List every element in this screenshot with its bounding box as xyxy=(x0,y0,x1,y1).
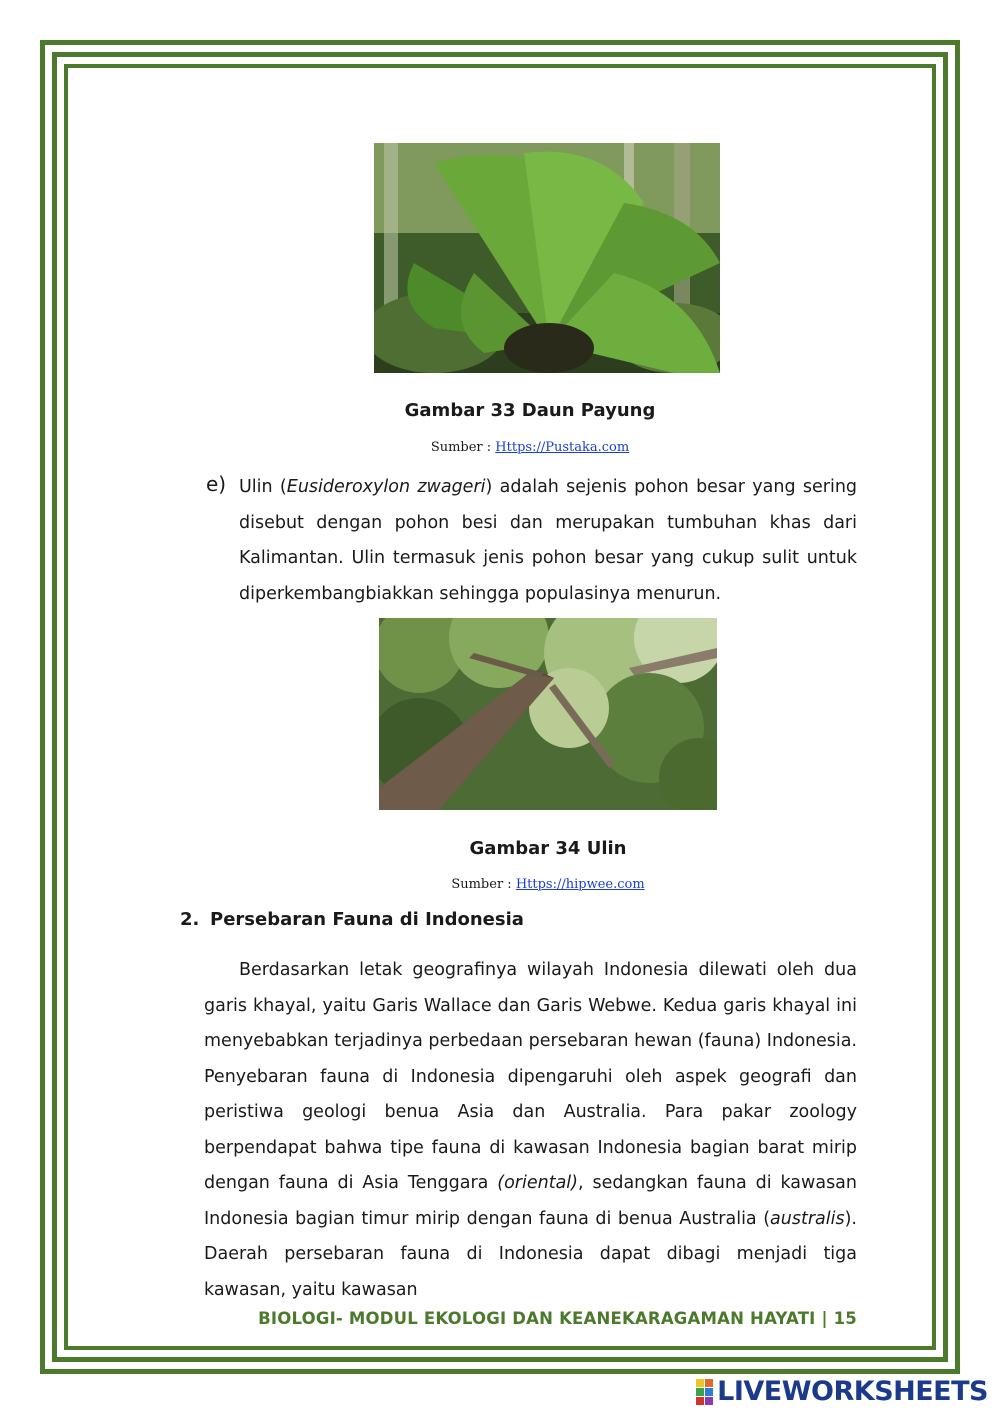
figure-34-source xyxy=(379,877,717,892)
section-heading xyxy=(180,909,524,930)
fauna-paragraph xyxy=(204,953,857,1308)
figure-33-caption: Gambar 33 Daun Payung xyxy=(404,400,656,421)
daun-payung-photo xyxy=(374,143,720,373)
section-title: Persebaran Fauna di Indonesia xyxy=(210,909,524,930)
figure-33-source-link[interactable]: Https://Pustaka.com xyxy=(495,440,630,455)
figure-34-source-link[interactable]: Https://hipwee.com xyxy=(515,877,645,892)
figure-34-caption: Gambar 34 Ulin xyxy=(469,838,627,859)
list-marker-e: e) xyxy=(206,472,227,496)
watermark-text: LIVEWORKSHEETS xyxy=(717,1376,988,1407)
paragraph-text-2: , sedangkan fauna di kawasan Indonesia bagian timur mirip dengan fauna di benua Australia ( xyxy=(204,1173,858,1229)
ulin-description xyxy=(239,470,857,612)
paragraph-emphasis-oriental: (oriental) xyxy=(497,1173,578,1193)
paragraph-text-1: Berdasarkan letak geografinya wilayah Indonesia dilewati oleh dua garis khayal, yaitu Garis Wallace dan Garis Webwe. Kedua garis khayal ini menyebabkan terjadinya perbedaan persebaran hewan (fauna) Indonesia. Penyebaran fauna di Indonesia dipengaruhi oleh aspek geografi dan peristiwa geologi benua Asia dan Australia. Para pakar zoology berpendapat bahwa tipe fauna di kawasan Indonesia bagian barat mirip dengan fauna di Asia Tenggara xyxy=(204,960,857,1193)
ulin-text-end: ) adalah sejenis pohon besar yang sering disebut dengan pohon besi dan merupakan tumbuhan khas dari Kalimantan. Ulin termasuk jenis pohon besar yang cukup sulit untuk diperkembangbiakkan sehingga populasinya menurun. xyxy=(239,477,858,604)
source-label: Sumber : xyxy=(430,440,496,455)
page-footer: BIOLOGI- MODUL EKOLOGI DAN KEANEKARAGAMAN HAYATI | 15 xyxy=(258,1309,857,1328)
figure-33-source xyxy=(374,440,686,455)
paragraph-emphasis-australis: australis xyxy=(770,1208,845,1229)
ulin-text-start: Ulin ( xyxy=(239,477,287,497)
ulin-tree-photo xyxy=(379,618,717,810)
liveworksheets-watermark[interactable] xyxy=(696,1376,988,1407)
source-label: Sumber : xyxy=(451,877,516,892)
paragraph-text-3: ). Daerah persebaran fauna di Indonesia dapat dibagi menjadi tiga kawasan, yaitu kawasan xyxy=(204,1208,857,1300)
ulin-latin-name: Eusideroxylon zwageri xyxy=(286,477,486,497)
section-number: 2. xyxy=(180,909,200,930)
liveworksheets-logo-icon xyxy=(696,1379,714,1405)
